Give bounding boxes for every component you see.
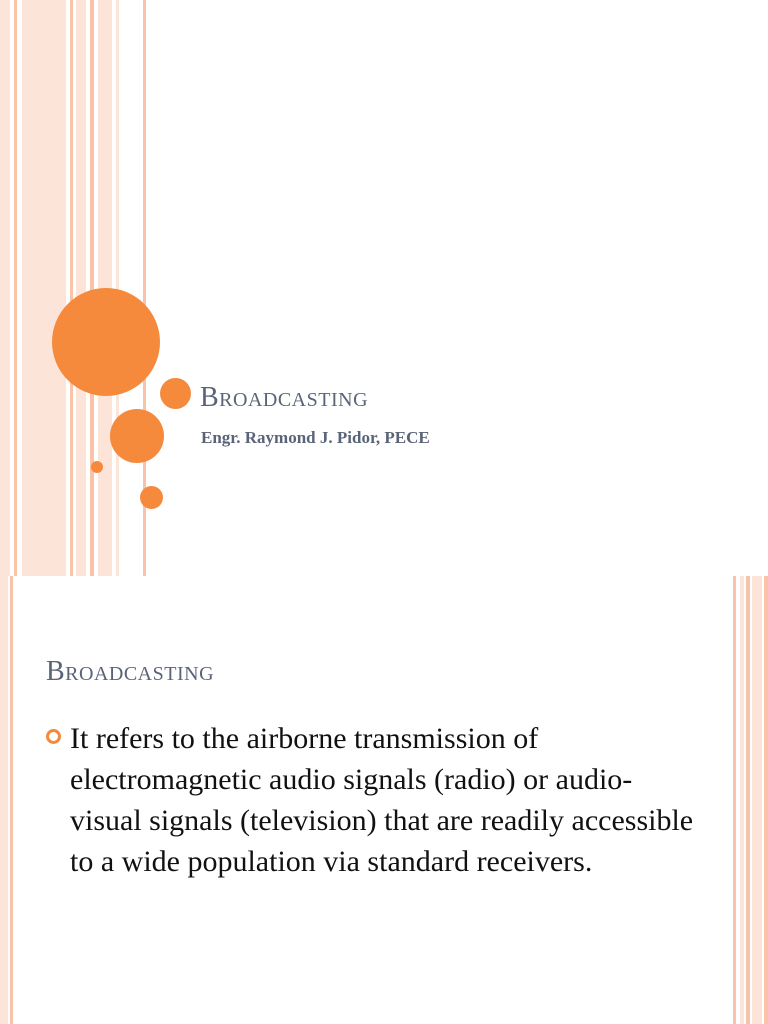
decorative-circle-large [52,288,160,396]
decorative-stripe [740,576,744,1024]
decorative-stripe [70,0,73,576]
decorative-stripe [22,0,66,576]
decorative-circle [140,486,163,509]
decorative-stripe [10,576,13,1024]
content-slide [0,576,768,1024]
decorative-stripe [752,576,762,1024]
decorative-circle [91,461,103,473]
decorative-stripe [116,0,119,576]
bullet-list-item [46,718,696,882]
decorative-stripe [0,576,8,1024]
decorative-stripe [90,0,94,576]
decorative-stripe [14,0,17,576]
decorative-circle [160,378,191,409]
slide-subtitle: Engr. Raymond J. Pidor, PECE [201,428,430,447]
decorative-circle [110,409,164,463]
bullet-text: It refers to the airborne transmission of electromagnetic audio signals (radio) or audio-visual signals (television) that are readily accessible to a wide population via standard receivers. [70,722,694,878]
decorative-stripe [733,576,736,1024]
decorative-stripe [746,576,750,1024]
decorative-stripe [764,576,768,1024]
decorative-stripe [76,0,86,576]
bullet-circle-icon [46,729,61,744]
decorative-stripe [0,0,10,576]
slide-title: Broadcasting [46,656,215,687]
slide-title: Broadcasting [200,382,369,413]
